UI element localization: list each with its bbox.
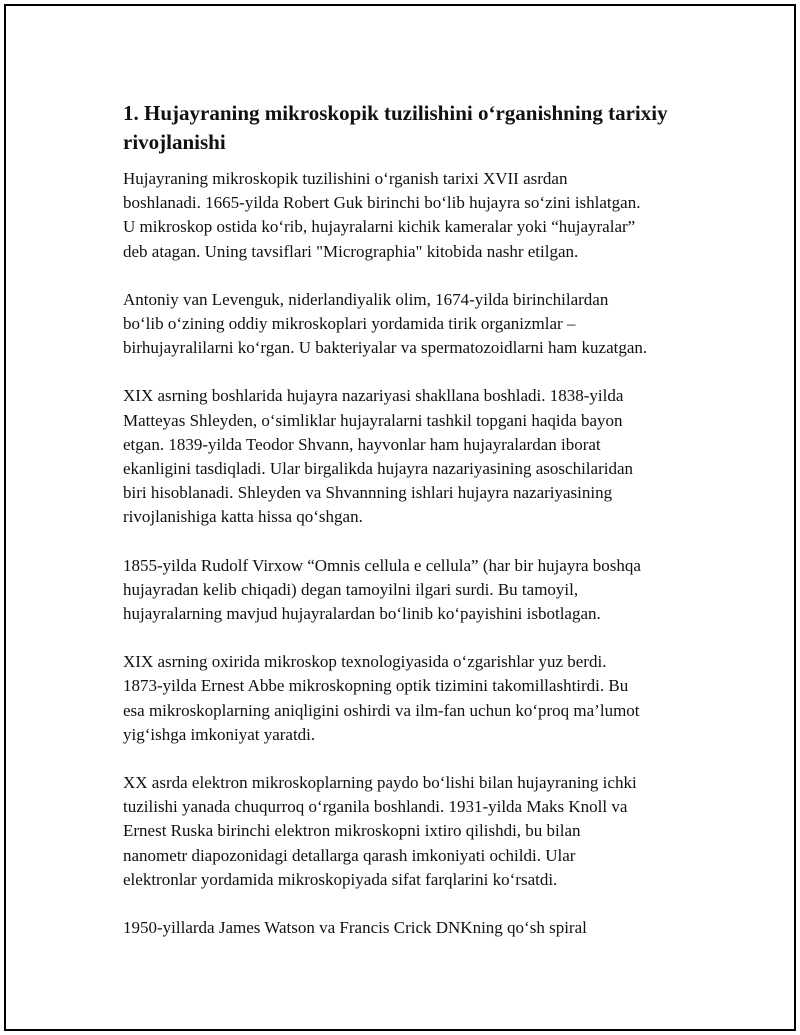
paragraph-hooke (123, 167, 703, 264)
text-line: nanometr diapozonidagi detallarga qarash imkoniyati ochildi. Ular (123, 845, 576, 865)
paragraph-abbe (123, 650, 703, 747)
text-line: hujayralarning mavjud hujayralardan bo‘linib ko‘payishini isbotlagan. (123, 604, 601, 624)
text-line: tuzilishi yanada chuqurroq o‘rganila boshlandi. 1931-yilda Maks Knoll va (123, 797, 628, 817)
text-line: XIX asrning oxirida mikroskop texnologiyasida o‘zgarishlar yuz berdi. (123, 652, 607, 672)
text-line: boshlanadi. 1665-yilda Robert Guk birinchi bo‘lib hujayra so‘zini ishlatgan. (123, 193, 641, 213)
text-line: 1855-yilda Rudolf Virxow “Omnis cellula e cellula” (har bir hujayra boshqa (123, 555, 641, 575)
text-line: Matteyas Shleyden, o‘simliklar hujayralarni tashkil topgani haqida bayon (123, 410, 623, 430)
text-line: deb atagan. Uning tavsiflari "Micrographia" kitobida nashr etilgan. (123, 241, 579, 261)
text-line: elektronlar yordamida mikroskopiyada sifat farqlarini ko‘rsatdi. (123, 869, 558, 889)
heading-line: 1. Hujayraning mikroskopik tuzilishini o‘rganishning tarixiy (123, 101, 668, 125)
text-line: ekanligini tasdiqladi. Ular birgalikda hujayra nazariyasining asoschilaridan (123, 459, 633, 479)
document-content (123, 99, 703, 964)
paragraph-virchow (123, 554, 703, 627)
paragraph-leeuwenhoek (123, 288, 703, 361)
text-line: XIX asrning boshlarida hujayra nazariyasi shakllana boshladi. 1838-yilda (123, 386, 624, 406)
paragraph-dna (123, 916, 703, 940)
text-line: 1950-yillarda James Watson va Francis Crick DNKning qo‘sh spiral (123, 918, 587, 938)
paragraph-electron-microscope (123, 771, 703, 892)
paragraph-cell-theory (123, 384, 703, 529)
text-line: Hujayraning mikroskopik tuzilishini o‘rganish tarixi XVII asrdan (123, 169, 568, 188)
text-line: bo‘lib o‘zining oddiy mikroskoplari yordamida tirik organizmlar – (123, 314, 576, 334)
text-line: etgan. 1839-yilda Teodor Shvann, hayvonlar ham hujayralardan iborat (123, 434, 601, 454)
text-line: yig‘ishga imkoniyat yaratdi. (123, 724, 316, 744)
text-line: esa mikroskoplarning aniqligini oshirdi va ilm-fan uchun ko‘proq ma’lumot (123, 700, 640, 720)
text-line: Ernest Ruska birinchi elektron mikroskopni ixtiro qilishdi, bu bilan (123, 821, 581, 841)
page-frame (4, 4, 796, 1031)
heading-line: rivojlanishi (123, 130, 226, 154)
text-line: rivojlanishiga katta hissa qo‘shgan. (123, 507, 363, 527)
section-heading (123, 99, 703, 157)
text-line: U mikroskop ostida ko‘rib, hujayralarni kichik kameralar yoki “hujayralar” (123, 217, 636, 237)
text-line: birhujayralilarni ko‘rgan. U bakteriyalar va spermatozoidlarni ham kuzatgan. (123, 338, 648, 358)
text-line: 1873-yilda Ernest Abbe mikroskopning optik tizimini takomillashtirdi. Bu (123, 676, 629, 696)
text-line: biri hisoblanadi. Shleyden va Shvannning ishlari hujayra nazariyasining (123, 483, 613, 503)
text-line: XX asrda elektron mikroskoplarning paydo bo‘lishi bilan hujayraning ichki (123, 773, 637, 793)
text-line: hujayradan kelib chiqadi) degan tamoyilni ilgari surdi. Bu tamoyil, (123, 579, 579, 599)
text-line: Antoniy van Levenguk, niderlandiyalik olim, 1674-yilda birinchilardan (123, 289, 609, 309)
